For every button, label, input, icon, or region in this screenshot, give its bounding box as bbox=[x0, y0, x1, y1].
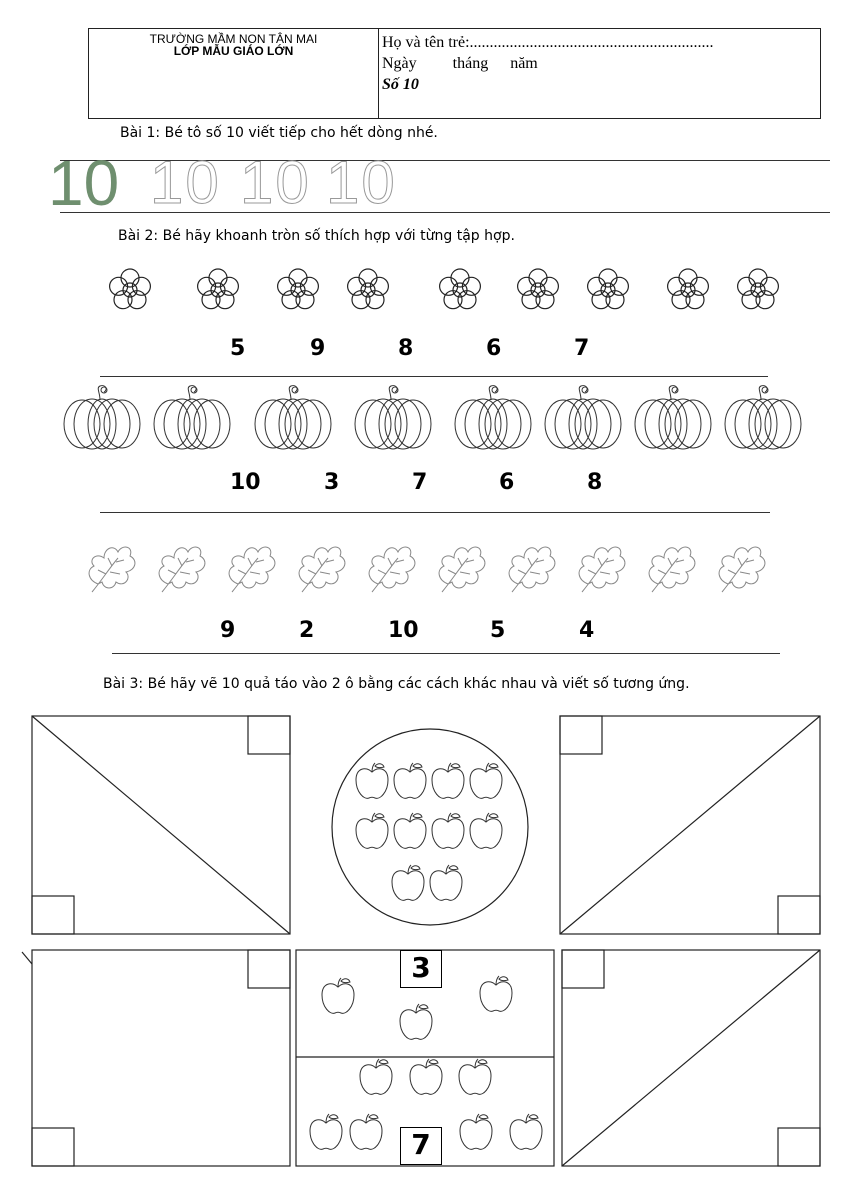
number-box bbox=[248, 950, 290, 988]
apple-icon bbox=[510, 1114, 542, 1149]
number-box bbox=[32, 896, 74, 934]
apple-icon bbox=[459, 1059, 491, 1094]
sample-number: 10 bbox=[48, 147, 120, 219]
option-number[interactable]: 6 bbox=[486, 336, 502, 361]
apple-icon bbox=[410, 1059, 442, 1094]
apple-icon bbox=[394, 763, 426, 798]
number-box bbox=[562, 950, 604, 988]
school-name: TRƯỜNG MẦM NON TÂN MAI bbox=[149, 32, 318, 46]
number-box bbox=[560, 716, 602, 754]
apple-icon bbox=[432, 763, 464, 798]
apple-icon bbox=[394, 813, 426, 848]
class-name: LỚP MẪU GIÁO LỚN bbox=[173, 44, 294, 58]
apple-icon bbox=[356, 813, 388, 848]
option-number[interactable]: 7 bbox=[412, 470, 428, 495]
option-number[interactable]: 7 bbox=[574, 336, 590, 361]
apple-icon bbox=[470, 763, 502, 798]
example-top-number: 3 bbox=[400, 950, 442, 988]
apple-icon bbox=[360, 1059, 392, 1094]
date-year-label: năm bbox=[510, 55, 538, 72]
apple-icon bbox=[392, 865, 424, 900]
apple-icon bbox=[460, 1114, 492, 1149]
apple-circle bbox=[332, 729, 528, 925]
traced-number-2[interactable]: 10 bbox=[240, 149, 311, 216]
exercise1-title: Bài 1: Bé tô số 10 viết tiếp cho hết dòng nhé. bbox=[120, 125, 438, 141]
option-number[interactable]: 2 bbox=[299, 618, 315, 643]
apple-icon bbox=[322, 978, 354, 1013]
option-number[interactable]: 10 bbox=[388, 618, 419, 643]
traced-number-1[interactable]: 10 bbox=[150, 149, 221, 216]
apple-icon bbox=[350, 1114, 382, 1149]
date-day-label: Ngày bbox=[382, 55, 417, 72]
apple-icon bbox=[480, 976, 512, 1011]
drawing-box-bottom-left bbox=[32, 950, 290, 1166]
date-month-label: tháng bbox=[452, 55, 489, 72]
apple-icon bbox=[432, 813, 464, 848]
option-number[interactable]: 4 bbox=[579, 618, 595, 643]
option-number[interactable]: 9 bbox=[310, 336, 326, 361]
example-bottom-number: 7 bbox=[400, 1127, 442, 1165]
traced-number-3[interactable]: 10 bbox=[326, 149, 397, 216]
student-name-field[interactable]: Họ và tên trẻ:............................................................. bbox=[382, 34, 714, 51]
number-box bbox=[248, 716, 290, 754]
apple-icon bbox=[470, 813, 502, 848]
number-box bbox=[778, 896, 820, 934]
lesson-title: Số 10 bbox=[382, 76, 419, 93]
option-number[interactable]: 5 bbox=[490, 618, 506, 643]
number-box bbox=[778, 1128, 820, 1166]
option-number[interactable]: 5 bbox=[230, 336, 246, 361]
option-number[interactable]: 8 bbox=[587, 470, 603, 495]
option-number[interactable]: 8 bbox=[398, 336, 414, 361]
exercise2-title: Bài 2: Bé hãy khoanh tròn số thích hợp với từng tập hợp. bbox=[118, 228, 515, 244]
apple-icon bbox=[356, 763, 388, 798]
exercise3-title: Bài 3: Bé hãy vẽ 10 quả táo vào 2 ô bằng các cách khác nhau và viết số tương ứng. bbox=[103, 676, 690, 692]
option-number[interactable]: 6 bbox=[499, 470, 515, 495]
option-number[interactable]: 3 bbox=[324, 470, 340, 495]
apple-icon bbox=[430, 865, 462, 900]
option-number[interactable]: 10 bbox=[230, 470, 261, 495]
number-box bbox=[32, 1128, 74, 1166]
apple-icon bbox=[310, 1114, 342, 1149]
apple-icon bbox=[400, 1004, 432, 1039]
option-number[interactable]: 9 bbox=[220, 618, 236, 643]
